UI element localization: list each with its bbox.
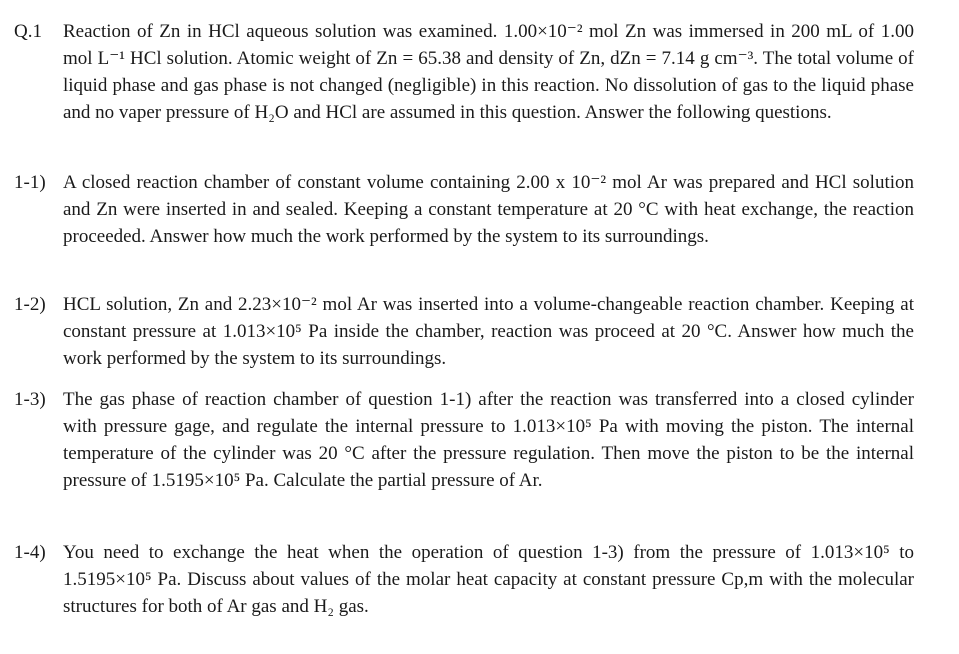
- question-text: A closed reaction chamber of constant volume containing 2.00 x 10⁻² mol Ar was prepared and HCl solution and Zn were inserted in and sealed. Keeping a constant temperature at 20 °C with heat exchange, the reaction proceeded. Answer how much the work performed by the system to its surroundings.: [63, 172, 914, 247]
- question-number: 1-2): [14, 294, 46, 315]
- question-text: Reaction of Zn in HCl aqueous solution was examined. 1.00×10⁻² mol Zn was immersed in 200 mL of 1.00 mol L⁻¹ HCl solution. Atomic weight of Zn = 65.38 and density of Zn, dZn = 7.14 g cm⁻³. The total volume of liquid phase and gas phase is not changed (negligible) in this reaction. No dissolution of gas to the liquid phase and no vaper pressure of H₂O and HCl are assumed in this question. Answer the following questions.: [63, 21, 914, 123]
- question-text: You need to exchange the heat when the operation of question 1-3) from the pressure of 1.013×10⁵ to 1.5195×10⁵ Pa. Discuss about values of the molar heat capacity at constant pressure Cp,m with the molecular structures for both of Ar gas and H₂ gas.: [63, 542, 914, 617]
- question-number: 1-1): [14, 172, 46, 193]
- question-number: 1-4): [14, 542, 46, 563]
- question-text: The gas phase of reaction chamber of question 1-1) after the reaction was transferred into a closed cylinder with pressure gage, and regulate the internal pressure to 1.013×10⁵ Pa with moving the piston. The internal temperature of the cylinder was 20 °C after the pressure regulation. Then move the piston to be the internal pressure of 1.5195×10⁵ Pa. Calculate the partial pressure of Ar.: [63, 389, 914, 491]
- question-number: 1-3): [14, 389, 46, 410]
- question-1-3: [14, 386, 914, 494]
- question-1: [14, 18, 914, 126]
- question-text: HCL solution, Zn and 2.23×10⁻² mol Ar was inserted into a volume-changeable reaction chamber. Keeping at constant pressure at 1.013×10⁵ Pa inside the chamber, reaction was proceed at 20 °C. Answer how much the work performed by the system to its surroundings.: [63, 294, 914, 369]
- question-1-2: [14, 291, 914, 372]
- question-1-1: [14, 169, 914, 250]
- question-1-4: [14, 539, 914, 620]
- question-number: Q.1: [14, 21, 42, 42]
